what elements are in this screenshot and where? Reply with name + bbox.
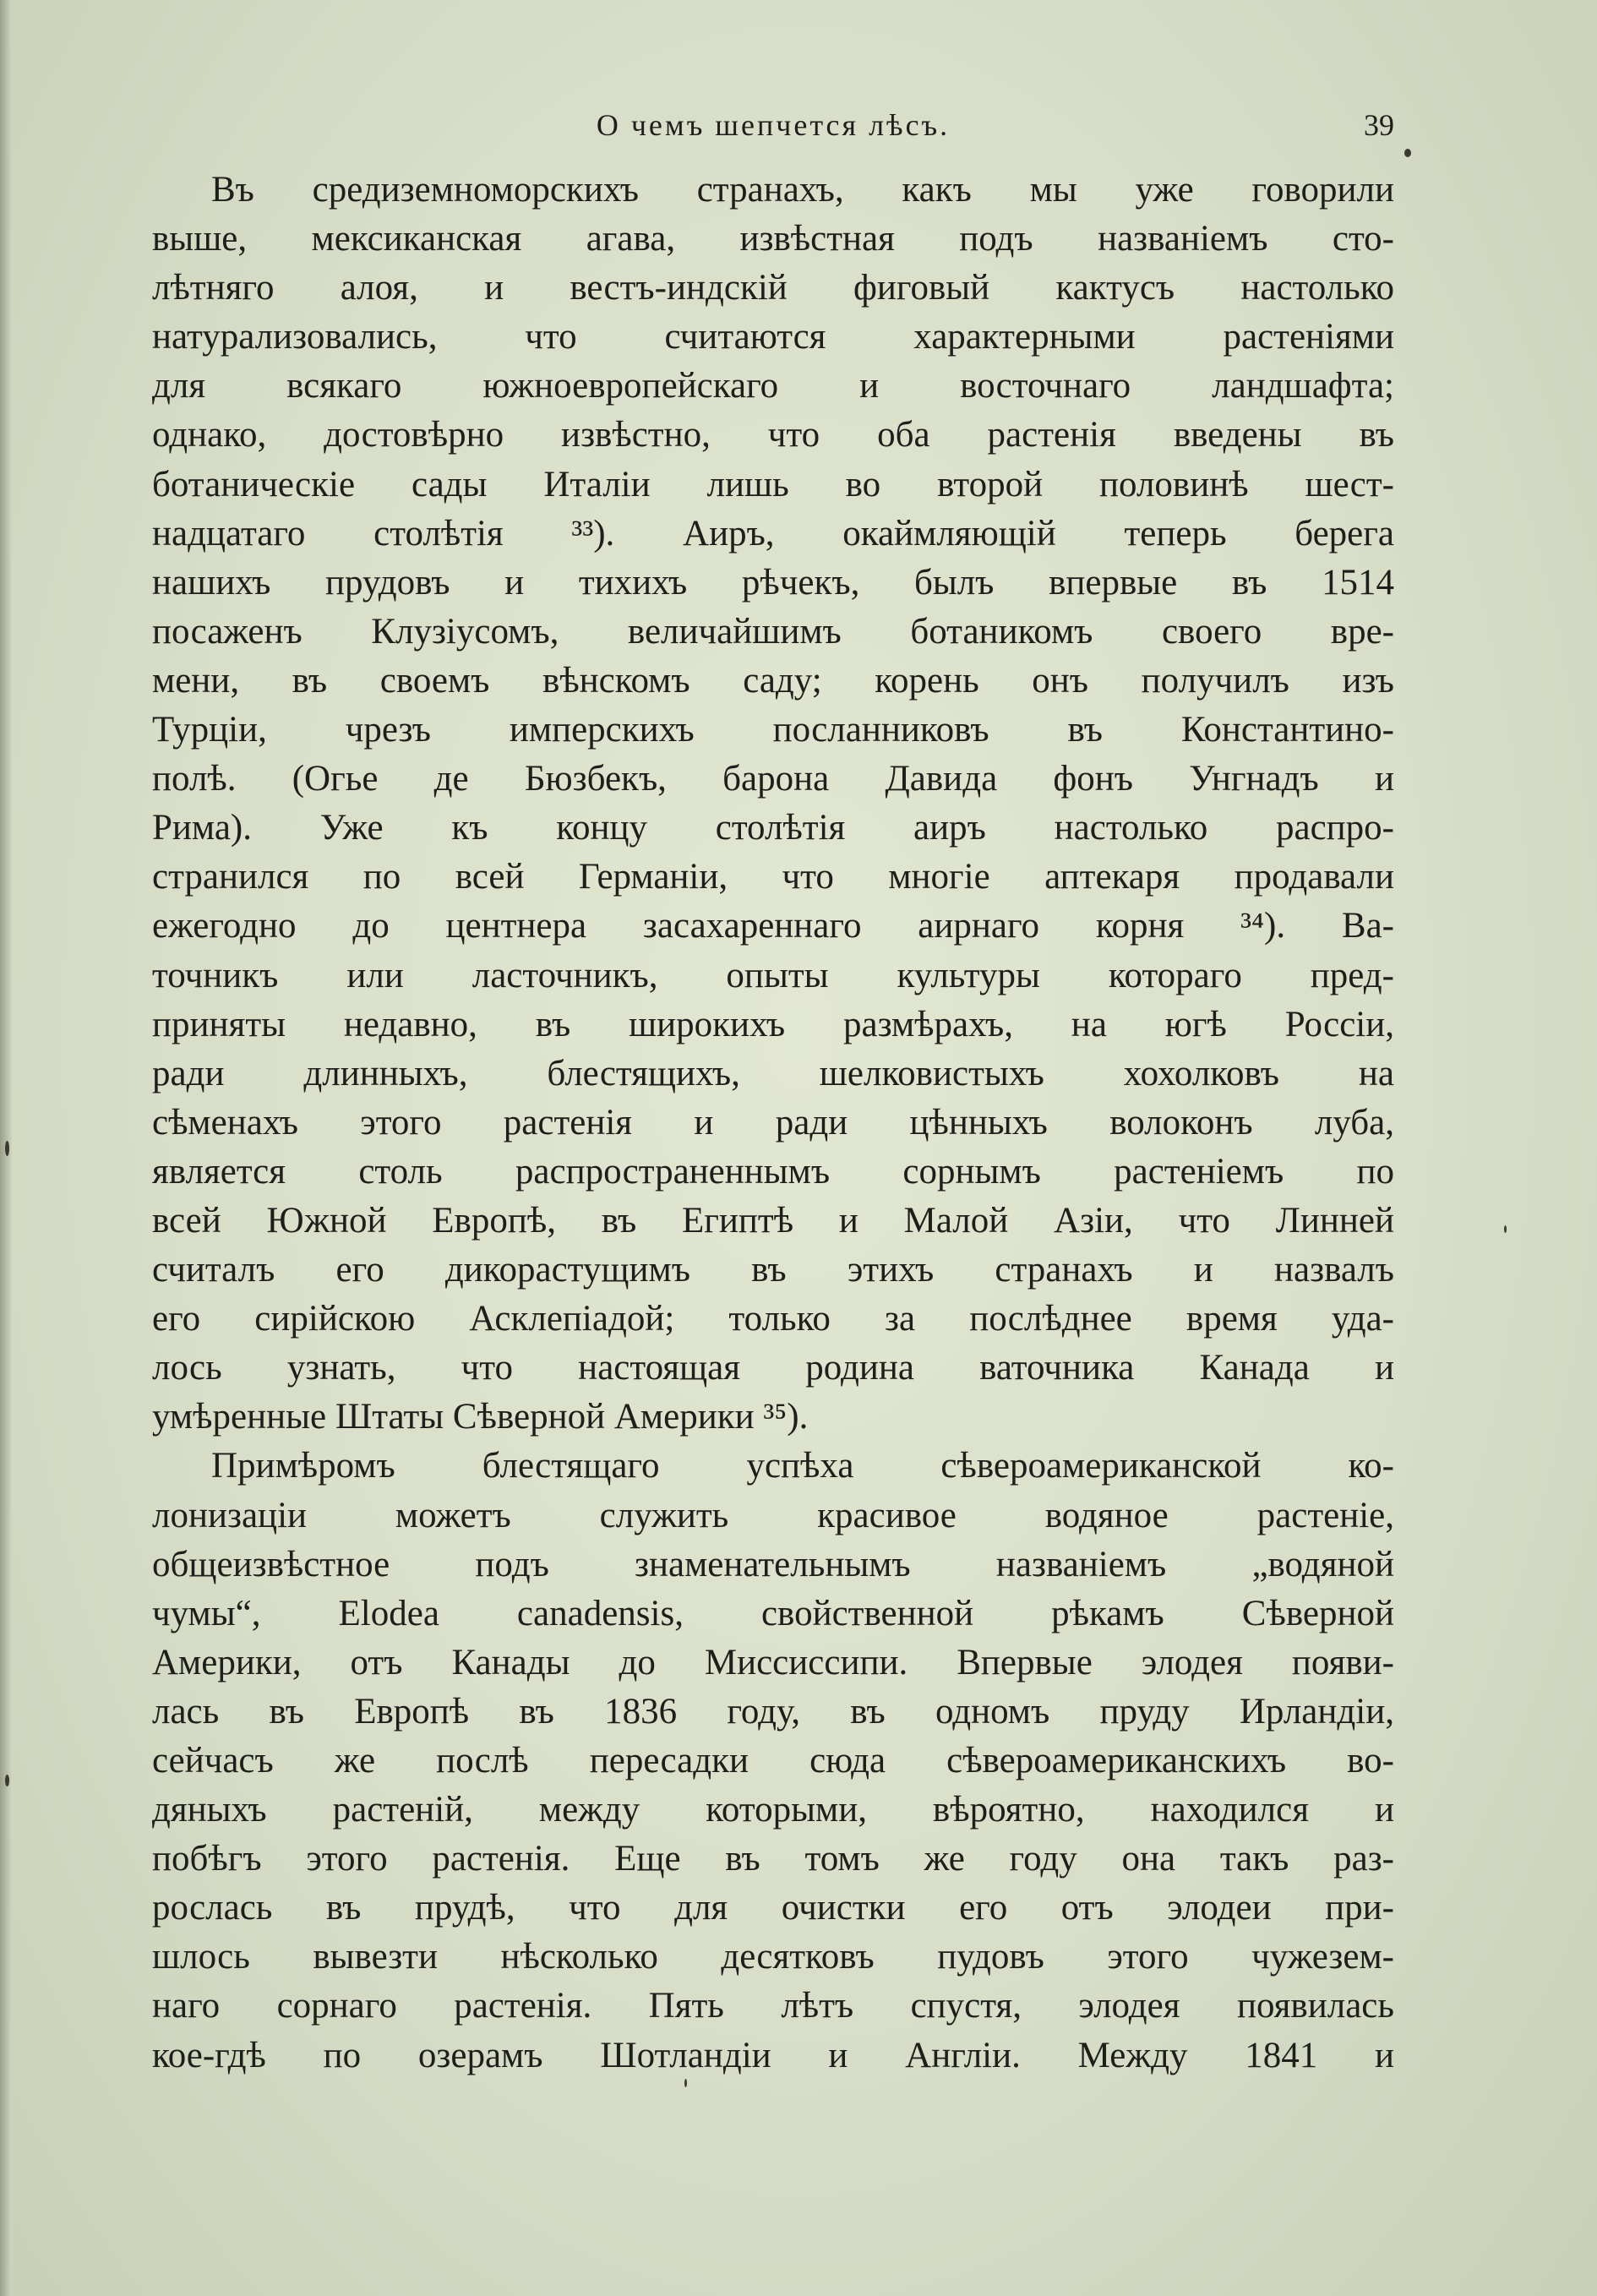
text-line: выше, мексиканская агава, извѣстная подъ названіемъ сто-: [152, 219, 1394, 259]
paper-speck: [5, 1141, 9, 1156]
text-line: Америки, отъ Канады до Миссиссипи. Впервые элодея появи-: [152, 1642, 1394, 1682]
text-line: лѣтняго алоя, и вестъ-индскій фиговый кактусъ настолько: [152, 268, 1394, 308]
text-line: кое-гдѣ по озерамъ Шотландіи и Англіи. Между 1841 и: [152, 2035, 1394, 2075]
text-line: общеизвѣстное подъ знаменательнымъ названіемъ „водяной: [152, 1544, 1394, 1584]
text-line: Въ средиземноморскихъ странахъ, какъ мы уже говорили: [211, 170, 1394, 210]
text-line: приняты недавно, въ широкихъ размѣрахъ, на югѣ Россіи,: [152, 1004, 1394, 1044]
text-line: ботаническіе сады Италіи лишь во второй половинѣ шест-: [152, 464, 1394, 504]
text-line: лось узнать, что настоящая родина ваточника Канада и: [152, 1348, 1394, 1388]
text-line: натурализовались, что считаются характерными растеніями: [152, 317, 1394, 357]
page-header: [152, 100, 1394, 150]
text-line: сѣменахъ этого растенія и ради цѣнныхъ волоконъ луба,: [152, 1102, 1394, 1143]
text-line: странился по всей Германіи, что многіе аптекаря продавали: [152, 857, 1394, 897]
text-line: дяныхъ растеній, между которыми, вѣроятно, находился и: [152, 1790, 1394, 1830]
text-line: наго сорнаго растенія. Пять лѣтъ спустя, элодея появилась: [152, 1986, 1394, 2026]
text-line: побѣгъ этого растенія. Еще въ томъ же году она такъ раз-: [152, 1839, 1394, 1879]
page-number: 39: [1364, 108, 1394, 142]
text-line: для всякаго южноевропейскаго и восточнаго ландшафта;: [152, 366, 1394, 406]
text-line: Рима). Уже къ концу столѣтія аиръ настолько распро-: [152, 808, 1394, 848]
text-line: лонизаціи можетъ служить красивое водяное растеніе,: [152, 1495, 1394, 1535]
text-line: всей Южной Европѣ, въ Египтѣ и Малой Азіи, что Линней: [152, 1200, 1394, 1241]
text-line: рослась въ прудѣ, что для очистки его отъ элодеи при-: [152, 1888, 1394, 1928]
text-line: чумы“, Elodea canadensis, свойственной рѣкамъ Сѣверной: [152, 1593, 1394, 1633]
paper-speck: [1404, 149, 1411, 157]
text-line: является столь распространеннымъ сорнымъ растеніемъ по: [152, 1151, 1394, 1192]
paper-speck: [684, 2079, 687, 2087]
text-line: надцатаго столѣтія ³³). Аиръ, окаймляющій теперь берега: [152, 513, 1394, 554]
text-line: полѣ. (Огье де Бюзбекъ, барона Давида фонъ Унгнадъ и: [152, 759, 1394, 799]
text-line: Турціи, чрезъ имперскихъ посланниковъ въ Константино-: [152, 710, 1394, 750]
text-line: нашихъ прудовъ и тихихъ рѣчекъ, былъ впервые въ 1514: [152, 562, 1394, 603]
paper-speck: [1504, 1225, 1507, 1233]
text-line: шлось вывезти нѣсколько десятковъ пудовъ этого чужезем-: [152, 1937, 1394, 1977]
text-line: умѣренные Штаты Сѣверной Америки ³⁵).: [152, 1397, 809, 1437]
body-text: [152, 166, 1394, 2081]
text-line: посаженъ Клузіусомъ, величайшимъ ботаникомъ своего вре-: [152, 611, 1394, 652]
text-line: ежегодно до центнера засахареннаго аирнаго корня ³⁴). Ва-: [152, 906, 1394, 946]
text-line: однако, достовѣрно извѣстно, что оба растенія введены въ: [152, 415, 1394, 455]
text-line: сейчасъ же послѣ пересадки сюда сѣвероамериканскихъ во-: [152, 1741, 1394, 1781]
running-title: О чемъ шепчется лѣсъ.: [596, 108, 951, 142]
text-line: Примѣромъ блестящаго успѣха сѣвероамериканской ко-: [211, 1446, 1394, 1486]
paper-speck: [5, 1775, 9, 1786]
text-line: лась въ Европѣ въ 1836 году, въ одномъ пруду Ирландіи,: [152, 1691, 1394, 1732]
text-line: ради длинныхъ, блестящихъ, шелковистыхъ хохолковъ на: [152, 1053, 1394, 1093]
text-line: точникъ или ласточникъ, опыты культуры котораго пред-: [152, 955, 1394, 995]
text-line: его сирійскою Асклепіадой; только за послѣднее время уда-: [152, 1299, 1394, 1339]
text-line: мени, въ своемъ вѣнскомъ саду; корень онъ получилъ изъ: [152, 660, 1394, 701]
text-line: считалъ его дикорастущимъ въ этихъ странахъ и назвалъ: [152, 1250, 1394, 1290]
